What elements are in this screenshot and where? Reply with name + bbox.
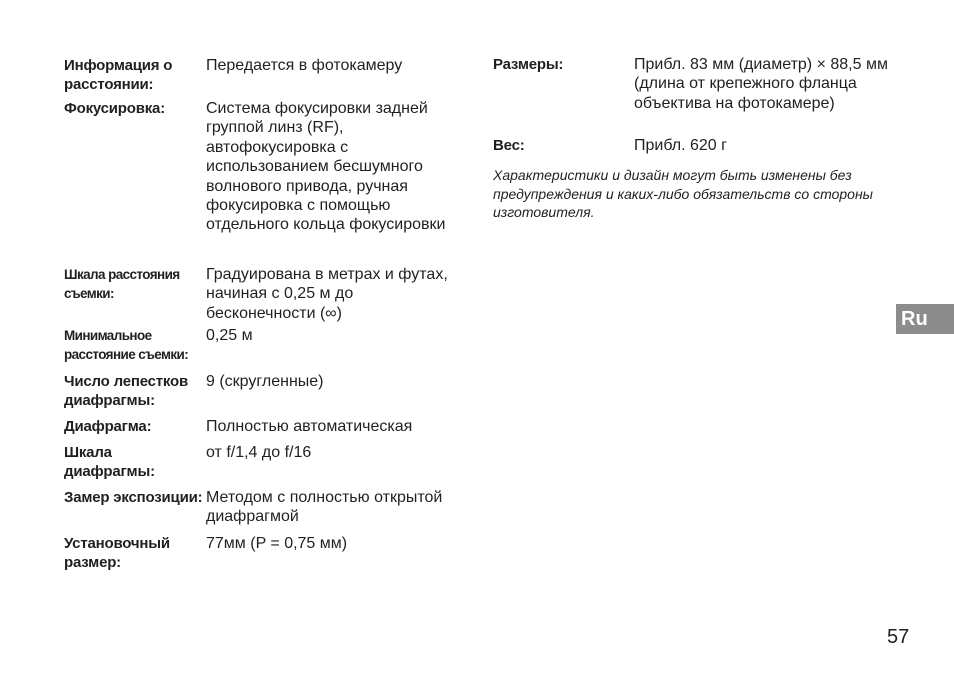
spec-label: Информация о расстоянии: xyxy=(64,57,173,93)
spec-label: Установочный размер: xyxy=(64,535,170,571)
spec-row-distance-scale xyxy=(64,265,464,326)
left-spec-table xyxy=(64,56,464,572)
spec-row-filter-size xyxy=(64,534,464,572)
spec-value: Градуирована в метрах и футах, начиная с 0,25 м до бесконечности (∞) xyxy=(206,266,448,322)
spec-row-blades xyxy=(64,372,464,417)
spec-value: Система фокусировки задней группой линз (RF), автофокусировка с использованием бесшумного волнового привода, ручная фокусировка с помощью отдельного кольца фокусировки xyxy=(206,100,446,234)
spec-row-dimensions xyxy=(493,55,893,136)
language-tab: Ru xyxy=(896,304,954,334)
disclaimer-note: Характеристики и дизайн могут быть изменены без предупреждения и каких-либо обязательств со стороны изготовителя. xyxy=(493,167,873,220)
spec-row-aperture xyxy=(64,417,464,443)
spec-label: Замер экспозиции: xyxy=(64,489,203,506)
spec-label: Размеры: xyxy=(493,56,564,73)
spec-row-weight xyxy=(493,136,893,155)
spec-value: 77мм (P = 0,75 мм) xyxy=(206,535,348,552)
page-number: 57 xyxy=(887,626,910,648)
spec-row-focusing xyxy=(64,99,464,265)
spec-value: Прибл. 620 г xyxy=(634,137,727,154)
spec-label: Число лепестков диафрагмы: xyxy=(64,373,189,409)
spec-label: Шкала диафрагмы: xyxy=(64,444,155,480)
spec-label: Минимальное расстояние съемки: xyxy=(64,328,189,362)
spec-label: Диафрагма: xyxy=(64,418,152,435)
spec-row-distance-info xyxy=(64,56,464,99)
spec-value: 9 (скругленные) xyxy=(206,373,324,390)
spec-row-aperture-scale xyxy=(64,443,464,488)
spec-label: Фокусировка: xyxy=(64,100,165,117)
spec-value: Прибл. 83 мм (диаметр) × 88,5 мм (длина от крепежного фланца объектива на фотокамере) xyxy=(634,56,888,112)
spec-row-min-distance xyxy=(64,326,464,372)
spec-value: Методом с полностью открытой диафрагмой xyxy=(206,489,443,526)
right-spec-table xyxy=(493,55,893,155)
spec-label: Вес: xyxy=(493,137,525,154)
spec-value: от f/1,4 до f/16 xyxy=(206,444,312,461)
spec-row-metering xyxy=(64,488,464,534)
spec-value: Передается в фотокамеру xyxy=(206,57,403,74)
spec-label: Шкала расстояния съемки: xyxy=(64,267,180,301)
spec-value: Полностью автоматическая xyxy=(206,418,413,435)
spec-value: 0,25 м xyxy=(206,327,253,344)
